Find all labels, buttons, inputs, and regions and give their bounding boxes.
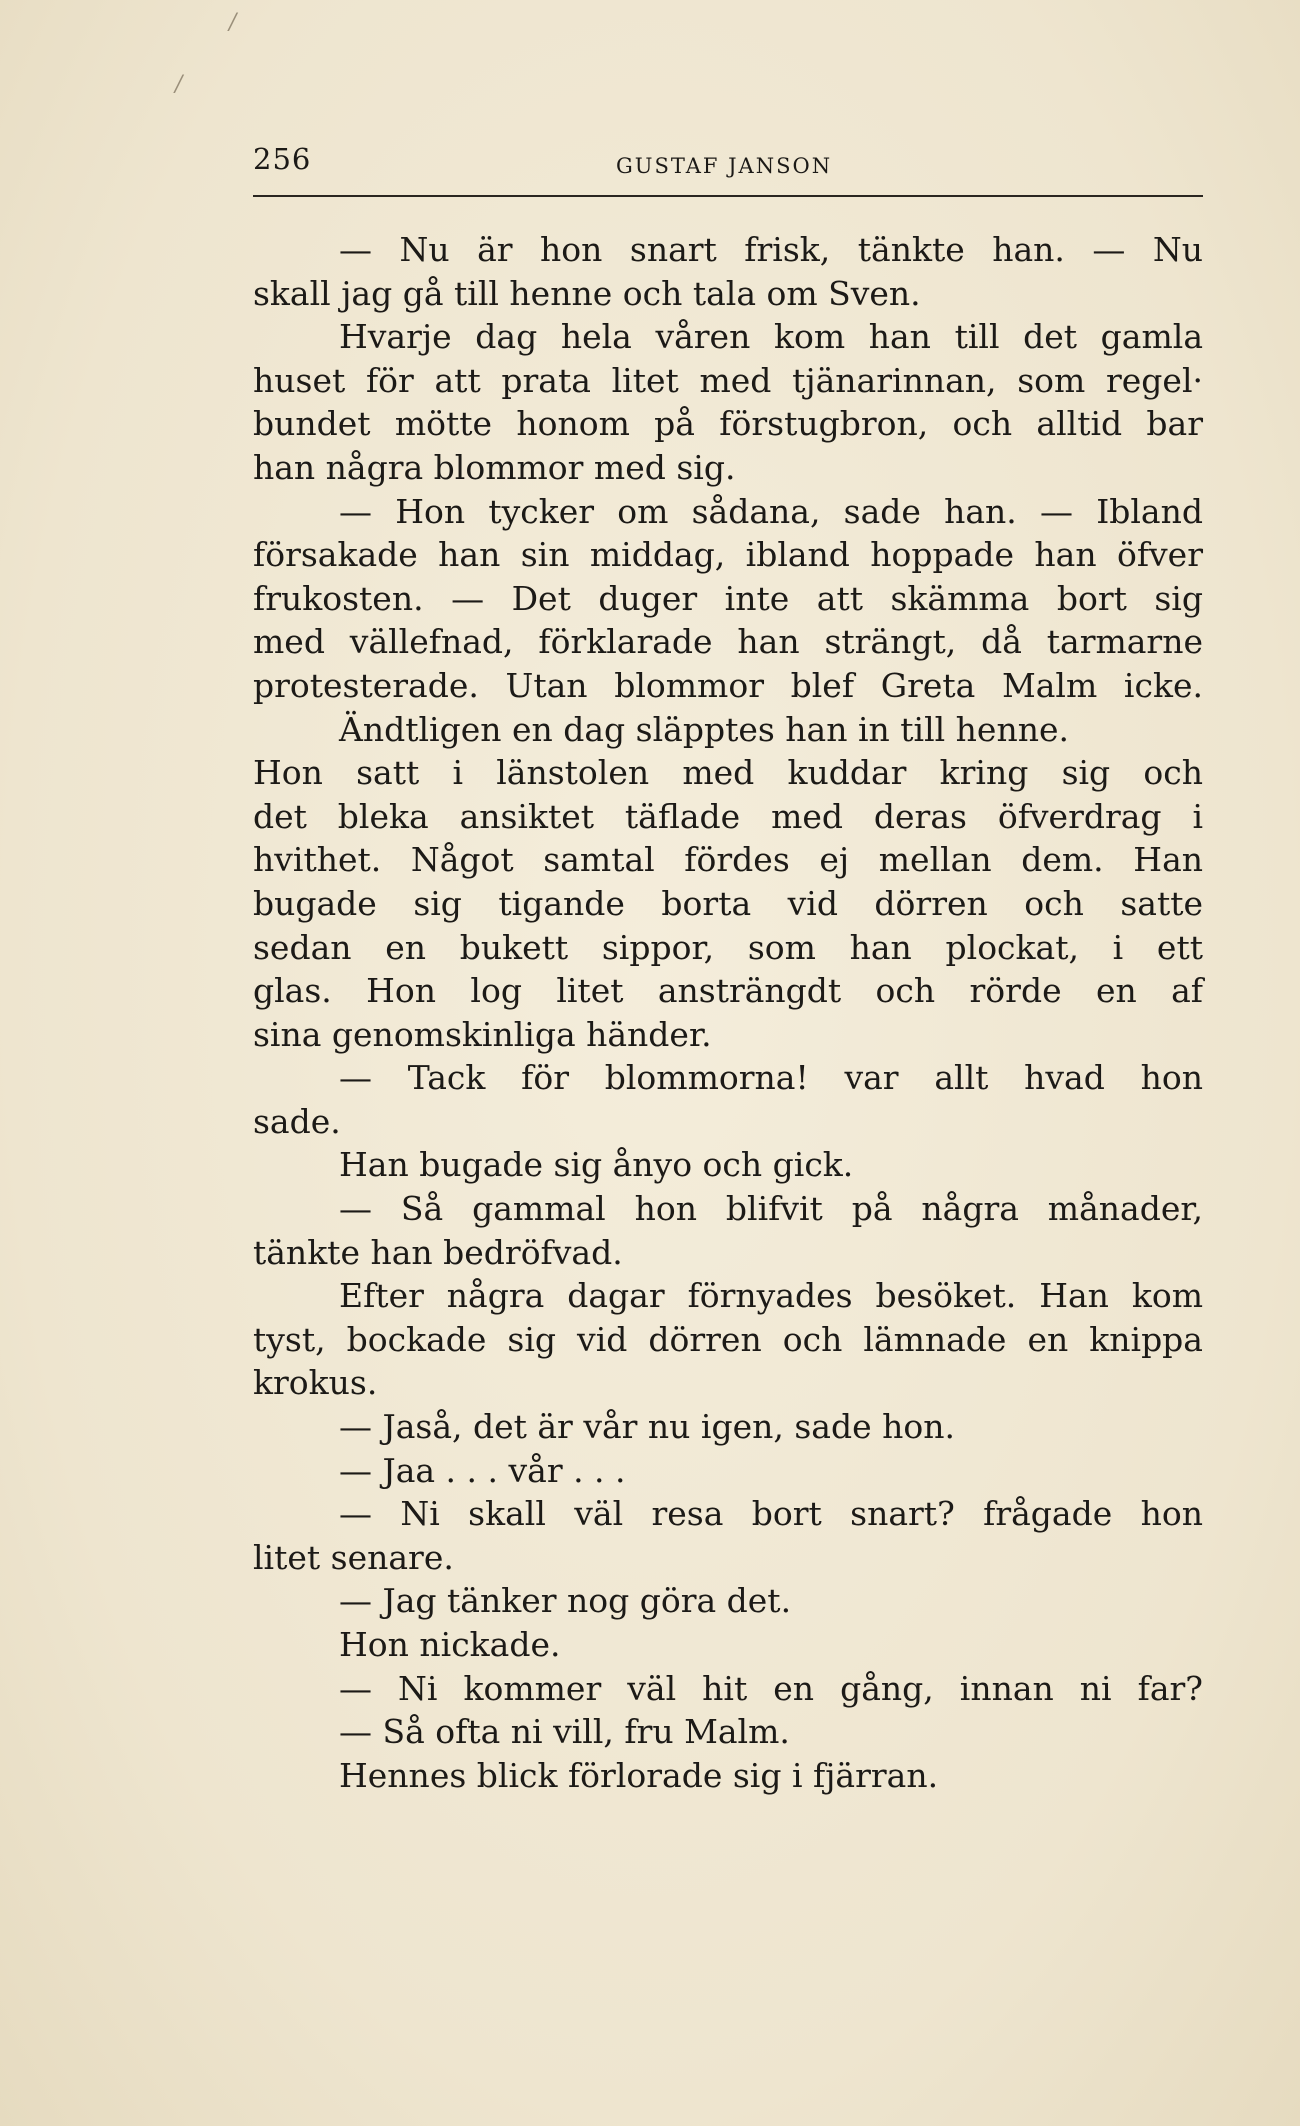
text-line: det bleka ansiktet täflade med deras öfverdrag i: [253, 796, 1203, 836]
text-line: — Hon tycker om sådana, sade han. — Ibland: [339, 491, 1203, 531]
text-line: försakade han sin middag, ibland hoppade han öfver: [253, 535, 1203, 575]
text-line: — Tack för blommorna! var allt hvad hon: [339, 1058, 1203, 1098]
text-line: — Så ofta ni vill, fru Malm.: [339, 1712, 790, 1752]
text-line: Hon satt i länstolen med kuddar kring sig och: [253, 753, 1203, 793]
text-line: — Jag tänker nog göra det.: [339, 1581, 792, 1621]
text-line: krokus.: [253, 1363, 378, 1403]
page-header: [253, 138, 1203, 188]
margin-pencil-mark: /: [175, 72, 183, 97]
body-text: [253, 228, 1203, 1797]
text-line: Hon nickade.: [339, 1625, 561, 1664]
margin-pencil-mark: /: [229, 10, 237, 35]
text-line: sade.: [253, 1101, 341, 1141]
text-line: protesterade. Utan blommor blef Greta Malm icke.: [253, 665, 1203, 705]
text-line: Han bugade sig ånyo och gick.: [339, 1145, 854, 1185]
text-line: med vällefnad, förklarade han strängt, då tarmarne: [253, 622, 1203, 662]
text-line: sina genomskinliga händer.: [253, 1014, 712, 1054]
text-line: — Ni kommer väl hit en gång, innan ni far?: [339, 1668, 1203, 1708]
text-line: bundet mötte honom på förstugbron, och alltid bar: [253, 404, 1203, 444]
text-line: glas. Hon log litet ansträngdt och rörde en af: [253, 971, 1203, 1011]
text-line: huset för att prata litet med tjänarinnan, som regel·: [253, 360, 1203, 400]
header-rule: [253, 195, 1203, 197]
text-line: Efter några dagar förnyades besöket. Han kom: [339, 1276, 1203, 1316]
text-line: skall jag gå till henne och tala om Sven.: [253, 273, 921, 313]
text-line: hvithet. Något samtal fördes ej mellan dem. Han: [253, 840, 1203, 880]
text-line: Ändtligen en dag släpptes han in till henne.: [339, 709, 1069, 749]
text-line: tyst, bockade sig vid dörren och lämnade en knippa: [253, 1319, 1203, 1359]
text-line: litet senare.: [253, 1537, 454, 1577]
text-line: sedan en bukett sippor, som han plockat, i ett: [253, 927, 1203, 967]
text-line: han några blommor med sig.: [253, 447, 736, 487]
text-line: frukosten. — Det duger inte att skämma bort sig: [253, 578, 1203, 618]
text-line: Hvarje dag hela våren kom han till det gamla: [339, 317, 1203, 357]
text-line: Hennes blick förlorade sig i fjärran.: [339, 1755, 939, 1795]
page-number: 256: [253, 142, 312, 176]
text-line: — Jaa . . . vår . . .: [339, 1450, 626, 1490]
text-line: — Jaså, det är vår nu igen, sade hon.: [339, 1407, 955, 1447]
text-line: tänkte han bedröfvad.: [253, 1232, 623, 1272]
text-line: — Ni skall väl resa bort snart? frågade hon: [339, 1494, 1203, 1534]
text-line: — Nu är hon snart frisk, tänkte han. — Nu: [339, 230, 1203, 269]
running-head: GUSTAF JANSON: [616, 154, 833, 178]
text-line: — Så gammal hon blifvit på några månader,: [339, 1189, 1203, 1229]
text-line: bugade sig tigande borta vid dörren och satte: [253, 883, 1203, 923]
